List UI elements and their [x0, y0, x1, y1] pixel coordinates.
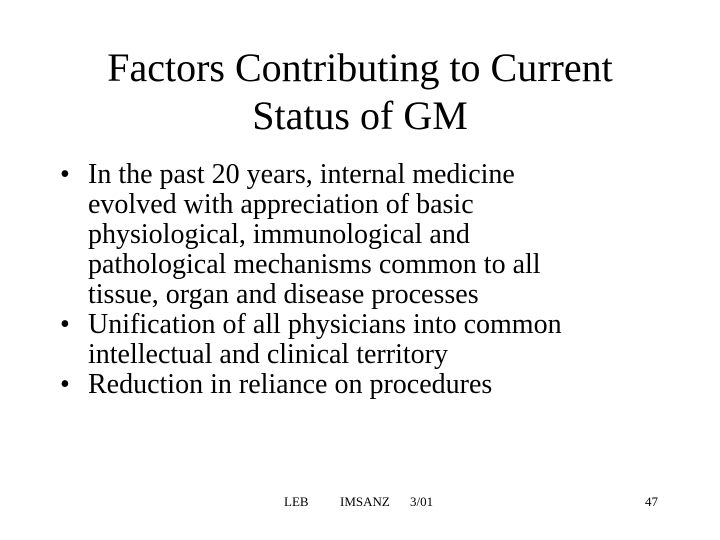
bullet-text-line: pathological mechanisms common to all [88, 249, 541, 280]
bullet-text-line: physiological, immunological and [88, 219, 470, 250]
bullet-item [60, 160, 690, 310]
bullet-icon: • [60, 159, 70, 190]
footer-event: IMSANZ [340, 494, 390, 509]
footer-page-number: 47 [645, 494, 658, 509]
bullet-item [60, 370, 690, 400]
footer-date: 3/01 [410, 494, 434, 509]
title-line-1: Factors Contributing to Current [107, 45, 613, 90]
bullet-item [60, 310, 690, 370]
bullet-text-line: evolved with appreciation of basic [88, 189, 474, 220]
bullet-list [60, 160, 690, 400]
bullet-text-line: tissue, organ and disease processes [88, 279, 479, 310]
slide-title [40, 44, 680, 140]
bullet-icon: • [60, 309, 70, 340]
bullet-text-line: Reduction in reliance on procedures [88, 369, 493, 400]
title-line-2: Status of GM [252, 93, 468, 138]
bullet-icon: • [60, 369, 70, 400]
bullet-text-line: Unification of all physicians into common [88, 309, 562, 340]
bullet-text-line: In the past 20 years, internal medicine [88, 159, 515, 190]
bullet-text-line: intellectual and clinical territory [88, 339, 448, 370]
footer-author: LEB [284, 494, 309, 509]
